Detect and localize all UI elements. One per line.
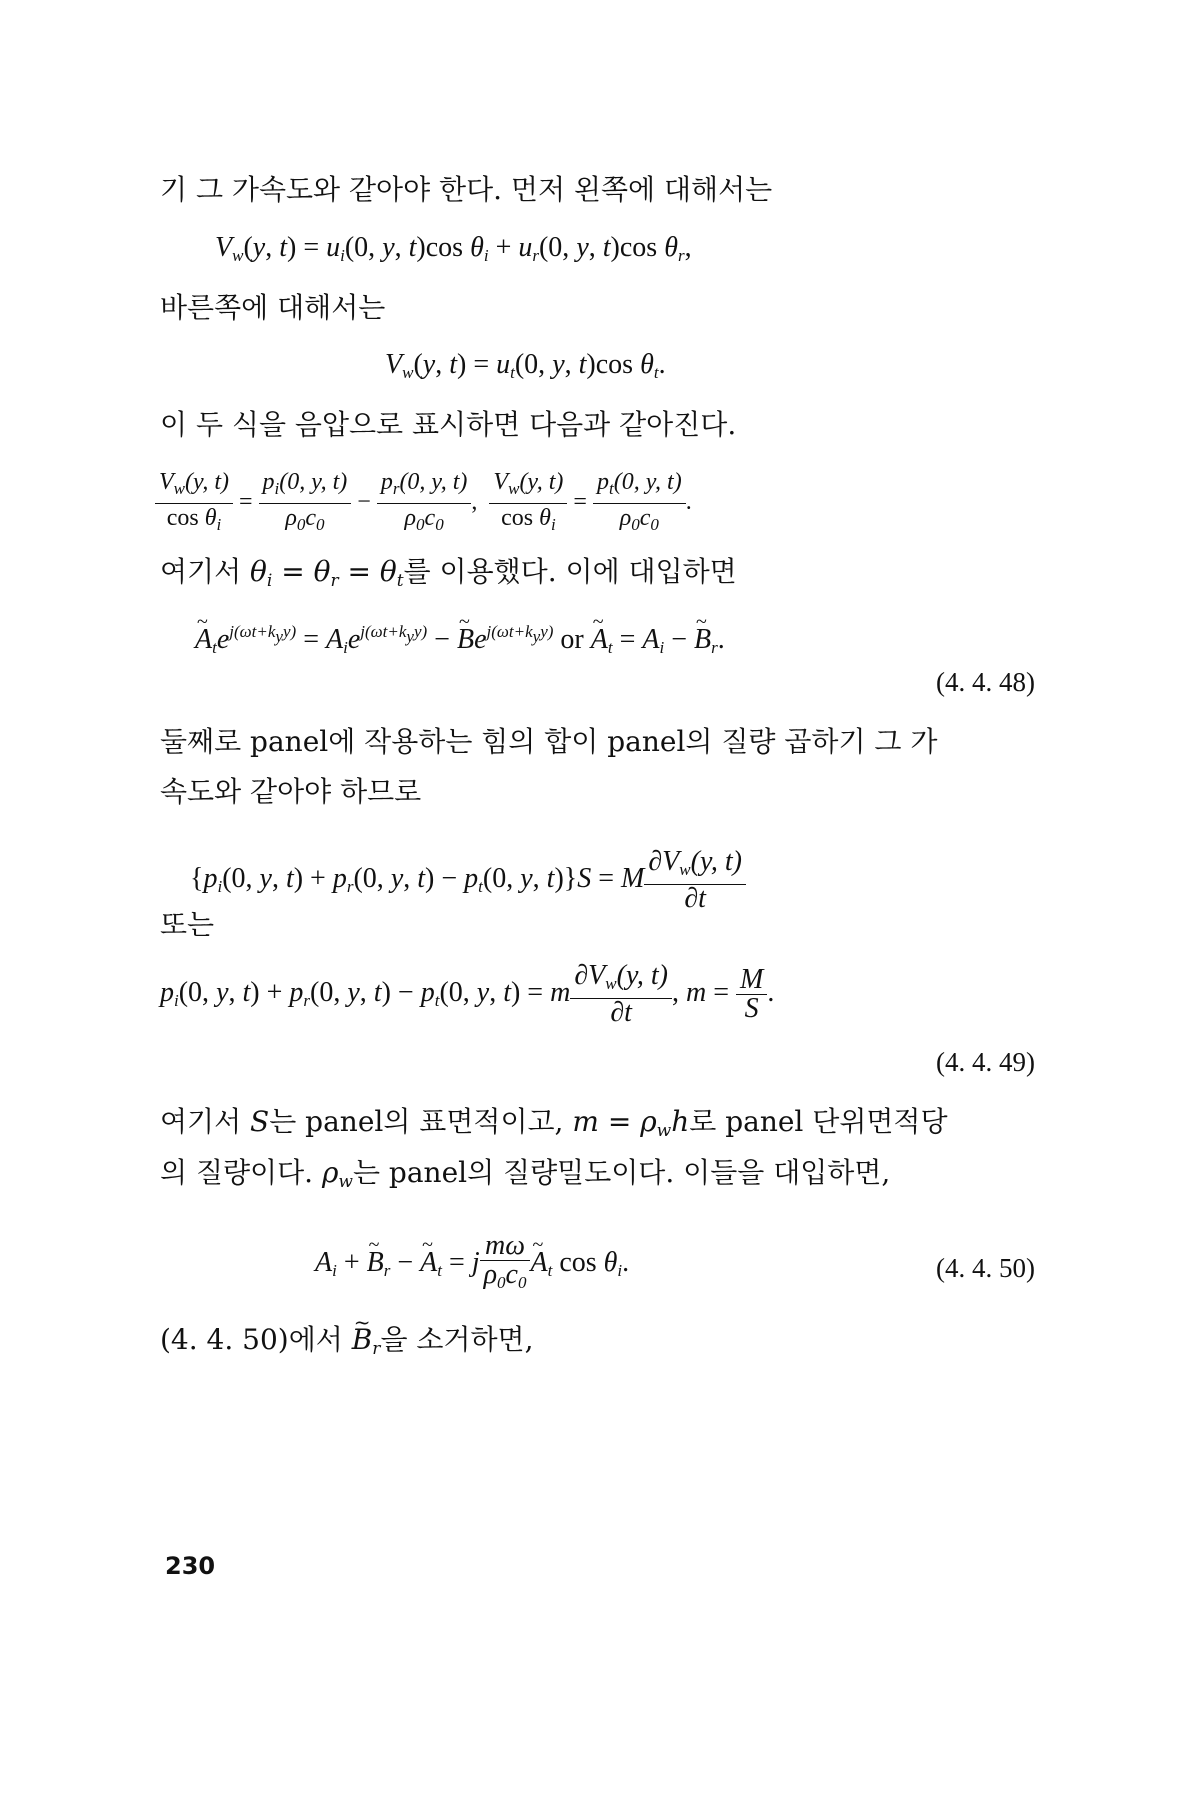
text-line: 여기서 S는 panel의 표면적이고, $m = \rho_wh$로 panel 단위면적당	[160, 1105, 948, 1141]
equation-amplitude: ~ $A_te^{j(\omega t+k_yy)} = A_ie^{j(\omega t+k_yy)}$ − ~ $Be^{j(\omega t+k_yy)}$ or ~ $A_t = A_i$ − ~ $B_r$.	[195, 612, 725, 668]
equation-pressure: $\frac{V_w(y, t)}{\cos \theta_i}$ = $\frac{p_i(0, y, t)}{\rho_0c_0}$ − $\frac{p_r(0, y, t)}{\rho_0c_0}$ , $\frac{V_w(y, t)}{\cos \theta_i}$ = $\frac{p_t(0, y, t)}{\rho_0c_0}$ .	[155, 468, 692, 539]
fraction: $\frac{V_w(y, t)}{\cos \theta_i}$	[155, 468, 233, 539]
fraction: $\frac{V_w(y, t)}{\cos \theta_i}$	[489, 468, 567, 539]
equation-number: (4. 4. 50)	[936, 1253, 1035, 1283]
fraction: $\frac{p_r(0, y, t)}{\rho_0c_0}$	[377, 468, 472, 539]
fraction: $\frac{p_i(0, y, t)}{\rho_0c_0}$	[259, 468, 352, 539]
text-line: 또는	[160, 908, 215, 941]
equation-amplitude-balance: $A_i$ + ~ $B_r$ − ~ $A_t = j$ $\frac{m\omega}{\rho_0c_0}$ ~ $A_t$ $\cos \theta_i$.	[315, 1232, 629, 1297]
equation-velocity-left: $V_w(y$, $t) = u_i(0$, y, t)cos $\theta_i + u_r(0$, y, t)cos $\theta_r$,	[215, 232, 692, 265]
text-line: (4. 4. 50)에서 ~ $B_r$을 소거하면,	[160, 1320, 533, 1369]
equation-velocity-right: $V_w(y$, $t) = u_t(0$, y, t)cos $\theta_t$.	[385, 349, 666, 382]
text-line: 의 질량이다. $\rho_w$는 panel의 질량밀도이다. 이들을 대입하면,	[160, 1156, 891, 1192]
fraction: $\frac{p_t(0, y, t)}{\rho_0c_0}$	[593, 468, 686, 539]
fraction: $\frac{\partial V_w(y, t)}{\partial t}$	[644, 848, 746, 913]
equation-force-balance: {$p_i(0$, y, $t) + p_r(0$, y, $t) - p_t(0$, y, t)}S = M $\frac{\partial V_w(y, t)}{\partial t}$	[190, 848, 746, 913]
text-line: 이 두 식을 음압으로 표시하면 다음과 같아진다.	[160, 408, 737, 441]
text-line: 기 그 가속도와 같아야 한다. 먼저 왼쪽에 대해서는	[160, 173, 773, 206]
fraction: $\frac{\partial V_w(y, t)}{\partial t}$	[570, 962, 672, 1027]
text-line: 둘째로 panel에 작용하는 힘의 합이 panel의 질량 곱하기 그 가	[160, 725, 938, 758]
fraction: $\frac{M}{S}$	[736, 966, 767, 1023]
text-line: 바른쪽에 대해서는	[160, 291, 386, 324]
page-number: 230	[165, 1552, 216, 1580]
text-line: 여기서 $\theta_i = \theta_r = \theta_t$를 이용했다. 이에 대입하면	[160, 555, 737, 591]
equation-number: (4. 4. 49)	[936, 1047, 1035, 1077]
equation-number: (4. 4. 48)	[936, 667, 1035, 697]
equation-force-balance-per-area: $p_i(0$, y, $t) + p_r(0$, y, $t) - p_t(0$, y, t) = m $\frac{\partial V_w(y, t)}{\partial t}$ , m = $\frac{M}{S}$ .	[160, 960, 775, 1028]
text-line: 속도와 같아야 하므로	[160, 775, 422, 808]
fraction: $\frac{m\omega}{\rho_0c_0}$	[480, 1232, 531, 1297]
